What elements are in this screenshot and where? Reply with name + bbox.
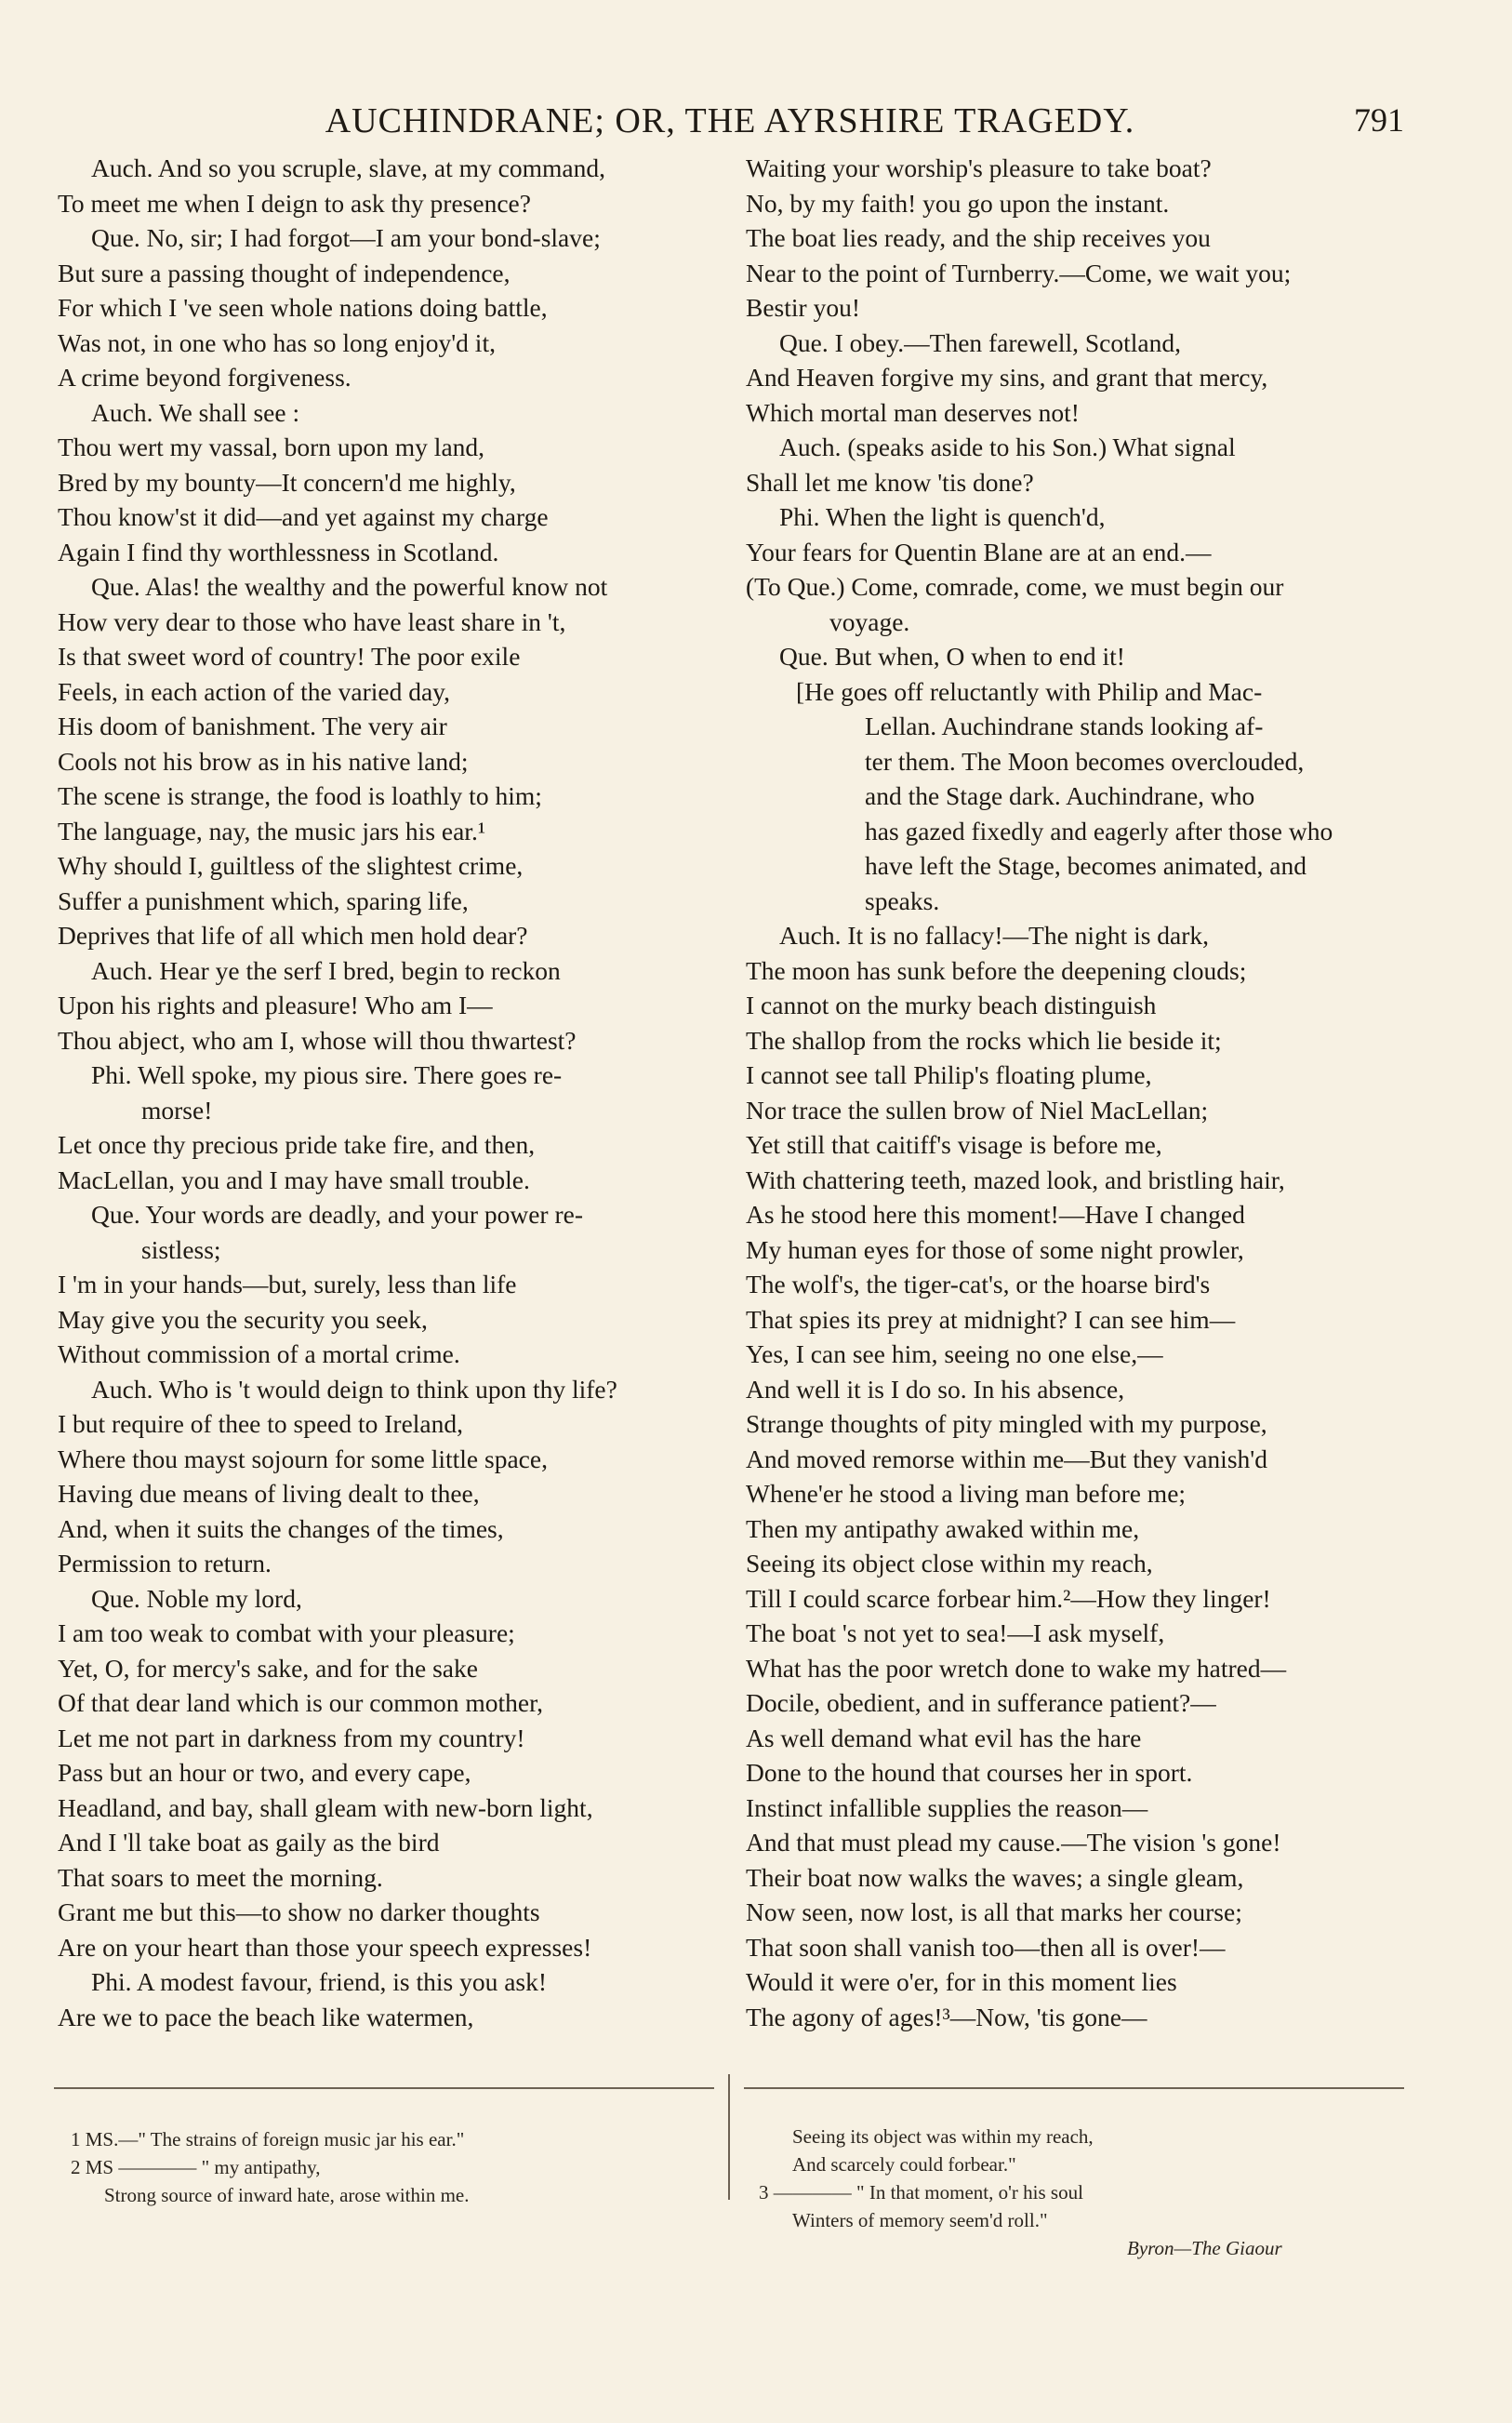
text-line: A crime beyond forgiveness.	[58, 363, 351, 392]
text-line: Thou abject, who am I, whose will thou thwartest?	[58, 1025, 577, 1055]
text-line: Auch. (speaks aside to his Son.) What signal	[779, 433, 1236, 461]
text-line: Of that dear land which is our common mother,	[58, 1688, 544, 1717]
text-line: Are on your heart than those your speech expresses!	[58, 1932, 592, 1962]
text-line: Seeing its object close within my reach,	[746, 1549, 1153, 1578]
text-line: Thou know'st it did—and yet against my charge	[58, 502, 549, 531]
text-line: Auch. Who is 't would deign to think upon thy life?	[91, 1374, 617, 1404]
text-line: Would it were o'er, for in this moment lies	[746, 1967, 1177, 1996]
text-line: Done to the hound that courses her in sport.	[746, 1758, 1193, 1787]
text-line: I am too weak to combat with your pleasure;	[58, 1618, 515, 1647]
left-column	[58, 151, 723, 2034]
text-line: Auch. We shall see :	[91, 397, 300, 427]
text-line: Suffer a punishment which, sparing life,	[58, 885, 469, 915]
text-line: Whene'er he stood a living man before me;	[746, 1479, 1187, 1508]
text-line: MacLellan, you and I may have small trouble.	[58, 1165, 530, 1194]
text-line: The scene is strange, the food is loathly to him;	[58, 781, 542, 810]
text-line: Near to the point of Turnberry.—Come, we wait you;	[746, 258, 1292, 287]
text-line: Grant me but this—to show no darker thoughts	[58, 1897, 540, 1926]
text-line: How very dear to those who have least share in 't,	[58, 606, 566, 636]
text-line: have left the Stage, becomes animated, and	[865, 851, 1306, 880]
text-line: Que. Noble my lord,	[91, 1583, 302, 1613]
text-line: Thou wert my vassal, born upon my land,	[58, 433, 485, 461]
text-line: The moon has sunk before the deepening clouds;	[746, 955, 1247, 985]
footnotes-right	[759, 2123, 1397, 2262]
text-line: (To Que.) Come, comrade, come, we must begin our	[746, 572, 1284, 601]
text-line: The agony of ages!³—Now, 'tis gone—	[746, 2002, 1147, 2031]
text-line: Which mortal man deserves not!	[746, 397, 1080, 427]
text-line: Que. Alas! the wealthy and the powerful know not	[91, 572, 608, 601]
text-line: Shall let me know 'tis done?	[746, 467, 1034, 497]
text-line: The language, nay, the music jars his ear.¹	[58, 816, 486, 845]
text-line: I 'm in your hands—but, surely, less than life	[58, 1270, 517, 1298]
text-line: To meet me when I deign to ask thy presence?	[58, 188, 531, 218]
text-line: And, when it suits the changes of the times,	[58, 1513, 504, 1543]
footnote-line: 2 MS ———— " my antipathy,	[71, 2156, 321, 2178]
text-line: His doom of banishment. The very air	[58, 712, 447, 740]
text-line: And that must plead my cause.—The vision 's gone!	[746, 1828, 1281, 1857]
page-number: 791	[1354, 101, 1404, 139]
text-line: Phi. Well spoke, my pious sire. There goes re-	[91, 1060, 563, 1089]
footnotes-left	[71, 2125, 712, 2209]
text-line: May give you the security you seek,	[58, 1304, 428, 1334]
footnote-line: Strong source of inward hate, arose within me.	[104, 2184, 470, 2206]
text-line: The wolf's, the tiger-cat's, or the hoarse bird's	[746, 1270, 1211, 1298]
text-line: What has the poor wretch done to wake my hatred—	[746, 1653, 1287, 1683]
text-line: Docile, obedient, and in sufferance patient?—	[746, 1688, 1216, 1717]
text-line: Then my antipathy awaked within me,	[746, 1513, 1140, 1543]
text-line: Que. Your words are deadly, and your power re-	[91, 1200, 583, 1229]
text-line: Headland, and bay, shall gleam with new-born light,	[58, 1792, 593, 1822]
text-line: Pass but an hour or two, and every cape,	[58, 1758, 471, 1787]
text-line: Auch. Hear ye the serf I bred, begin to reckon	[91, 955, 561, 985]
text-line: And I 'll take boat as gaily as the bird	[58, 1828, 440, 1857]
text-line: Let me not part in darkness from my country!	[58, 1723, 525, 1752]
text-line: Auch. It is no fallacy!—The night is dark,	[779, 921, 1210, 950]
footnote-line: 1 MS.—" The strains of foreign music jar his ear."	[71, 2128, 465, 2150]
text-line: Deprives that life of all which men hold dear?	[58, 921, 528, 950]
text-line: Bestir you!	[746, 293, 860, 322]
text-line: Let once thy precious pride take fire, and then,	[58, 1130, 536, 1159]
text-line: And well it is I do so. In his absence,	[746, 1374, 1125, 1404]
footnote-line: Winters of memory seem'd roll."	[792, 2209, 1048, 2231]
footnote-rule-left	[54, 2087, 714, 2089]
text-line: Auch. And so you scruple, slave, at my command,	[91, 153, 605, 182]
text-line: [He goes off reluctantly with Philip and Mac-	[796, 676, 1263, 706]
text-line: And moved remorse within me—But they vanish'd	[746, 1444, 1267, 1473]
text-line: As he stood here this moment!—Have I changed	[746, 1200, 1245, 1229]
text-line: With chattering teeth, mazed look, and bristling hair,	[746, 1165, 1285, 1194]
text-line: Yes, I can see him, seeing no one else,—	[746, 1339, 1163, 1368]
text-line: morse!	[141, 1095, 213, 1125]
text-line: voyage.	[829, 606, 910, 636]
page-header	[56, 100, 1404, 156]
text-line: Where thou mayst sojourn for some little space,	[58, 1444, 548, 1473]
footnote-line: Byron—The Giaour	[1127, 2237, 1282, 2259]
text-line: Are we to pace the beach like watermen,	[58, 2002, 474, 2031]
text-line: But sure a passing thought of independence,	[58, 258, 511, 287]
text-line: speaks.	[865, 885, 940, 915]
text-line: As well demand what evil has the hare	[746, 1723, 1142, 1752]
right-column	[746, 151, 1411, 2034]
text-line: has gazed fixedly and eagerly after those who	[865, 816, 1333, 845]
text-line: Till I could scarce forbear him.²—How they linger!	[746, 1583, 1271, 1613]
text-line: Yet still that caitiff's visage is before me,	[746, 1130, 1162, 1159]
text-line: Phi. A modest favour, friend, is this you ask!	[91, 1967, 548, 1996]
text-line: Your fears for Quentin Blane are at an end.—	[746, 537, 1212, 566]
text-line: ter them. The Moon becomes overclouded,	[865, 746, 1305, 776]
footnote-rule-right	[744, 2087, 1404, 2089]
text-line: Que. But when, O when to end it!	[779, 642, 1125, 671]
text-line: sistless;	[141, 1234, 221, 1264]
text-line: Without commission of a mortal crime.	[58, 1339, 460, 1368]
text-line: Nor trace the sullen brow of Niel MacLellan;	[746, 1095, 1209, 1125]
text-line: Is that sweet word of country! The poor exile	[58, 642, 521, 671]
text-line: Upon his rights and pleasure! Who am I—	[58, 991, 493, 1019]
text-line: The boat 's not yet to sea!—I ask myself,	[746, 1618, 1165, 1647]
column-divider	[728, 2074, 730, 2200]
text-line: I cannot on the murky beach distinguish	[746, 991, 1157, 1019]
text-line: Yet, O, for mercy's sake, and for the sake	[58, 1653, 478, 1683]
text-line: Now seen, now lost, is all that marks her course;	[746, 1897, 1242, 1926]
text-line: Why should I, guiltless of the slightest crime,	[58, 851, 524, 880]
text-line: I but require of thee to speed to Ireland,	[58, 1409, 464, 1438]
text-line: The boat lies ready, and the ship receives you	[746, 223, 1211, 252]
text-line: Feels, in each action of the varied day,	[58, 676, 451, 706]
text-line: Bred by my bounty—It concern'd me highly,	[58, 467, 516, 497]
running-title: AUCHINDRANE; OR, THE AYRSHIRE TRAGEDY.	[325, 101, 1135, 140]
text-line: Que. No, sir; I had forgot—I am your bond-slave;	[91, 223, 601, 252]
text-line: I cannot see tall Philip's floating plume,	[746, 1060, 1152, 1089]
text-line: Was not, in one who has so long enjoy'd it,	[58, 327, 496, 357]
text-line: Lellan. Auchindrane stands looking af-	[865, 712, 1264, 740]
text-line: My human eyes for those of some night prowler,	[746, 1234, 1244, 1264]
text-line: and the Stage dark. Auchindrane, who	[865, 781, 1255, 810]
text-line: Waiting your worship's pleasure to take boat?	[746, 153, 1212, 182]
text-line: Again I find thy worthlessness in Scotland.	[58, 537, 499, 566]
text-line: That soon shall vanish too—then all is over!—	[746, 1932, 1226, 1962]
footnote-line: Seeing its object was within my reach,	[792, 2125, 1094, 2148]
text-line: That soars to meet the morning.	[58, 1862, 383, 1892]
text-line: For which I 've seen whole nations doing battle,	[58, 293, 548, 322]
text-line: No, by my faith! you go upon the instant.	[746, 188, 1170, 218]
text-line: Que. I obey.—Then farewell, Scotland,	[779, 327, 1181, 357]
footnote-line: 3 ———— " In that moment, o'r his soul	[759, 2181, 1083, 2203]
text-line: Having due means of living dealt to thee,	[58, 1479, 480, 1508]
text-line: That spies its prey at midnight? I can see him—	[746, 1304, 1236, 1334]
text-line: The shallop from the rocks which lie beside it;	[746, 1025, 1222, 1055]
text-line: Cools not his brow as in his native land;	[58, 746, 469, 776]
text-line: And Heaven forgive my sins, and grant that mercy,	[746, 363, 1268, 392]
text-line: Phi. When the light is quench'd,	[779, 502, 1106, 531]
text-line: Instinct infallible supplies the reason—	[746, 1792, 1148, 1822]
text-line: Strange thoughts of pity mingled with my purpose,	[746, 1409, 1267, 1438]
text-line: Their boat now walks the waves; a single gleam,	[746, 1862, 1244, 1892]
text-line: Permission to return.	[58, 1549, 272, 1578]
footnote-line: And scarcely could forbear."	[792, 2153, 1016, 2176]
